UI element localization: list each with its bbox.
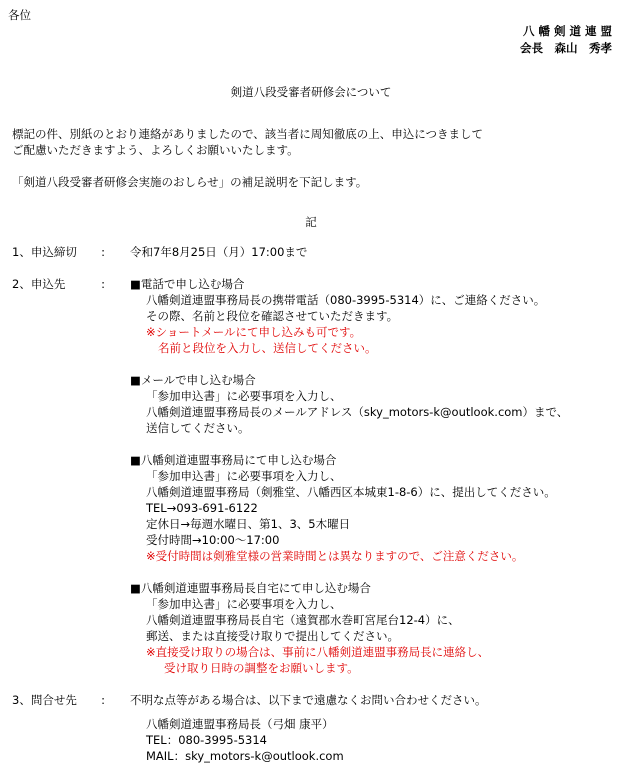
mail-heading: ■メールで申し込む場合 bbox=[130, 373, 256, 387]
destination-separator: : bbox=[101, 277, 105, 291]
home-line-2: 八幡剣道連盟事務局長自宅（遠賀郡水巻町宮尾台12-4）に、 bbox=[146, 613, 460, 627]
home-note-1: ※直接受け取りの場合は、事前に八幡剣道連盟事務局長に連絡し、 bbox=[146, 645, 490, 659]
office-line-1: 「参加申込書」に必要事項を入力し、 bbox=[146, 469, 342, 483]
home-line-3: 郵送、または直接受け取りで提出してください。 bbox=[146, 629, 399, 643]
home-line-1: 「参加申込書」に必要事項を入力し、 bbox=[146, 597, 342, 611]
phone-note-2: 名前と段位を入力し、送信してください。 bbox=[158, 341, 377, 355]
organization-name: 八 幡 剣 道 連 盟 bbox=[522, 24, 612, 38]
phone-heading: ■電話で申し込む場合 bbox=[130, 277, 245, 291]
deadline-value: 令和7年8月25日（月）17:00まで bbox=[130, 245, 308, 259]
intro-line-3: 「剣道八段受審者研修会実施のおしらせ」の補足説明を下記します。 bbox=[12, 175, 368, 189]
destination-label: 2、申込先 bbox=[12, 277, 66, 291]
home-note-2: 受け取り日時の調整をお願いします。 bbox=[164, 661, 359, 675]
deadline-separator: : bbox=[101, 245, 105, 259]
office-closed-days: 定休日→毎週水曜日、第1、3、5木曜日 bbox=[146, 517, 351, 531]
mail-line-3: 送信してください。 bbox=[146, 421, 250, 435]
president-name: 会長 森山 秀孝 bbox=[520, 41, 612, 55]
home-heading: ■八幡剣道連盟事務局長自宅にて申し込む場合 bbox=[130, 581, 371, 595]
contact-separator: : bbox=[101, 693, 105, 707]
contact-label: 3、問合せ先 bbox=[12, 693, 77, 707]
office-note: ※受付時間は剣雅堂様の営業時間とは異なりますので、ご注意ください。 bbox=[146, 549, 524, 563]
contact-intro: 不明な点等がある場合は、以下まで遠慮なくお問い合わせください。 bbox=[130, 693, 487, 707]
phone-line-1: 八幡剣道連盟事務局長の携帯電話（080-3995-5314）に、ご連絡ください。 bbox=[146, 293, 546, 307]
intro-line-2: ご配慮いただきますよう、よろしくお願いいたします。 bbox=[12, 143, 299, 157]
ki-heading: 記 bbox=[305, 215, 317, 229]
office-tel: TEL→093-691-6122 bbox=[146, 501, 258, 515]
contact-mail: MAIL：sky_motors-k@outlook.com bbox=[146, 749, 344, 763]
deadline-label: 1、申込締切 bbox=[12, 245, 77, 259]
office-heading: ■八幡剣道連盟事務局にて申し込む場合 bbox=[130, 453, 337, 467]
contact-name: 八幡剣道連盟事務局長（弓畑 康平） bbox=[146, 717, 334, 731]
page-title: 剣道八段受審者研修会について bbox=[230, 85, 392, 99]
office-line-2: 八幡剣道連盟事務局（剣雅堂、八幡西区本城東1-8-6）に、提出してください。 bbox=[146, 485, 556, 499]
addressee: 各位 bbox=[8, 8, 31, 22]
phone-note-1: ※ショートメールにて申し込みも可です。 bbox=[146, 325, 362, 339]
mail-line-2: 八幡剣道連盟事務局長のメールアドレス（sky_motors-k@outlook.com）まで、 bbox=[146, 405, 569, 419]
office-hours: 受付時間→10:00～17:00 bbox=[146, 533, 280, 547]
phone-line-2: その際、名前と段位を確認させていただきます。 bbox=[146, 309, 399, 323]
mail-line-1: 「参加申込書」に必要事項を入力し、 bbox=[146, 389, 342, 403]
contact-tel: TEL：080-3995-5314 bbox=[146, 733, 267, 747]
intro-line-1: 標記の件、別紙のとおり連絡がありましたので、該当者に周知徹底の上、申込につきまして bbox=[12, 127, 484, 141]
